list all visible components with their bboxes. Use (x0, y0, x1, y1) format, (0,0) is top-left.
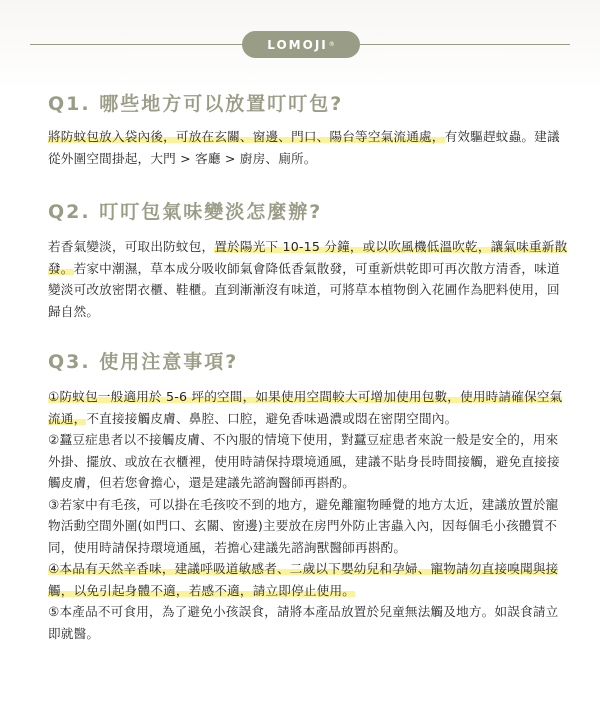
brand-logo (242, 31, 360, 58)
section-q1 (48, 92, 568, 169)
q2-title: Q2. 叮叮包氣味變淡怎麼辦? (48, 201, 323, 223)
q3-item-4 (48, 558, 568, 601)
q2-post: 若家中潮濕，草本成分吸收師氣會降低香氣散發，可重新烘乾即可再次散方清香，味道變淡可改放密閉衣櫃、鞋櫃。直到漸漸沒有味道，可將草本植物倒入花圃作為肥料使用，回歸自然。 (48, 260, 560, 319)
q3-item-1-text: 不直接接觸皮膚、鼻腔、口腔，避免香味過濃或悶在密閉空間內。 (86, 410, 458, 426)
q2-pre: 若香氣變淡，可取出防蚊包， (48, 239, 215, 254)
q2-paragraph (48, 236, 568, 322)
q1-paragraph (48, 126, 568, 169)
q3-item-5: ⑤本產品不可食用，為了避免小孩誤食，請將本產品放置於兒童無法觸及地方。如誤食請立即就醫。 (48, 604, 559, 641)
header-rule-left (30, 44, 242, 45)
q3-item-3: ③若家中有毛孩，可以掛在毛孩咬不到的地方，避免離寵物睡覺的地方太近，建議放置於寵物活動空間外圍(如門口、玄關、窗邊)主要放在房門外防止害蟲入內，因每個毛小孩體質不同，使用時請保持環境通風，若擔心建議先諮詢獸醫師再斟酌。 (48, 496, 559, 555)
q3-title: Q3. 使用注意事項? (48, 351, 239, 373)
q3-item-4-highlight: ④本品有天然辛香味，建議呼吸道敏感者、二歲以下嬰幼兒和孕婦、寵物請勿直接嗅聞與接觸，以免引起身體不適，若感不適，請立即停止使用。 (48, 561, 559, 598)
q3-item-1-highlight: ①防蚊包一般適用於 5-6 坪的空間，如果使用空間較大可增加使用包數，使用時請確保空氣流通， (48, 389, 563, 426)
q1-highlight: 將防蚊包放入袋內後，可放在玄關、窗邊、門口、陽台等空氣流通處， (48, 129, 445, 144)
q3-item-1 (48, 386, 568, 429)
header-rule-right (360, 44, 570, 45)
q1-post: 有效驅趕蚊蟲。建議從外圍空間掛起，大門 > 客廳 > 廚房、廁所。 (48, 129, 560, 166)
q1-title: Q1. 哪些地方可以放置叮叮包? (48, 93, 344, 115)
header-band (0, 0, 600, 90)
registered-mark: ® (328, 41, 335, 48)
section-q3 (48, 350, 568, 644)
brand-name: LOMOJI (267, 37, 328, 52)
q3-item-2: ②蠶豆症患者以不接觸皮膚、不內服的情境下使用，對蠶豆症患者來說一般是安全的，用來外掛、擺放、或放在衣櫃裡，使用時請保持環境通風，建議不貼身長時間接觸，避免直接接觸皮膚，但若您會擔心，還是建議先諮詢醫師再斟酌。 (48, 432, 560, 490)
section-q2 (48, 200, 568, 322)
q2-highlight: 置於陽光下 10-15 分鐘，或以吹風機低溫吹乾，讓氣味重新散發。 (48, 239, 568, 276)
